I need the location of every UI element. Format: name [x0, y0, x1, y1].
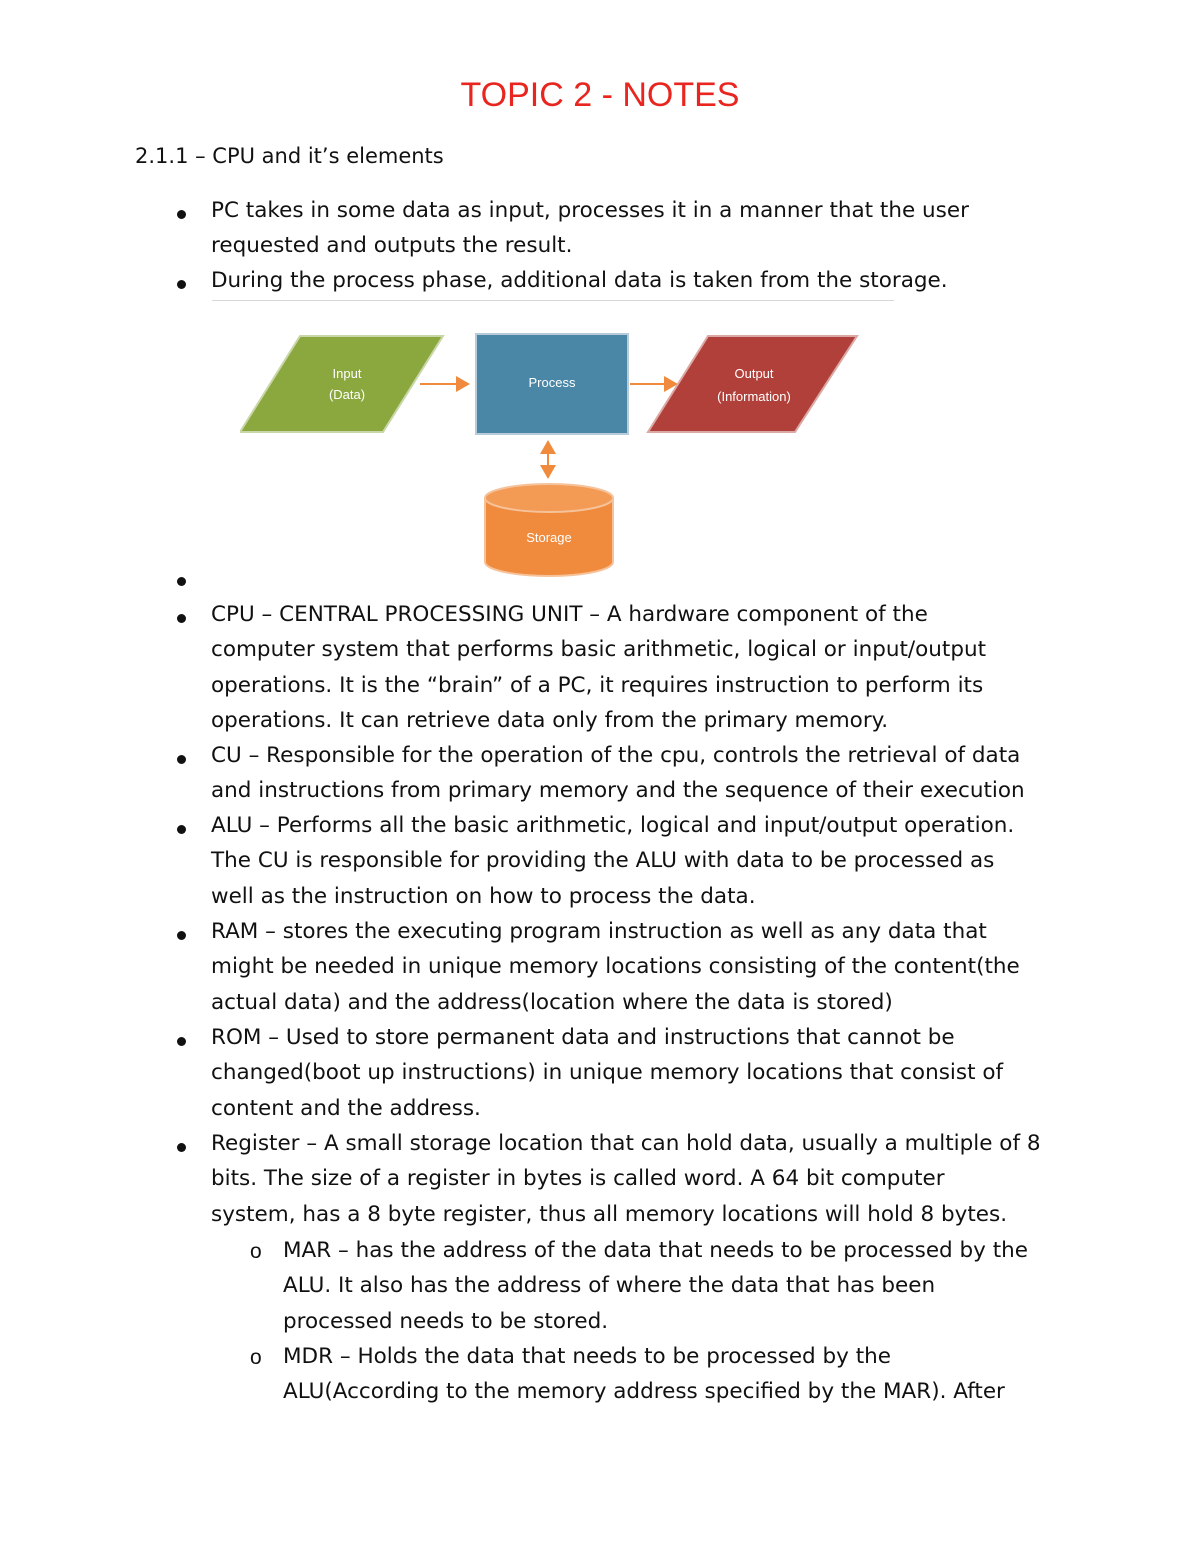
text-line: changed(boot up instructions) in unique memory locations that consist of [211, 1060, 1004, 1086]
sub-bullet-marker: o [250, 1240, 262, 1263]
intro-bullet-1 [211, 193, 1071, 264]
sub-item-mdr [283, 1339, 1073, 1410]
text-line: content and the address. [211, 1095, 481, 1121]
text-line: operations. It is the “brain” of a PC, it requires instruction to perform its [211, 672, 984, 698]
divider [212, 300, 894, 301]
text-line: bits. The size of a register in bytes is called word. A 64 bit computer [211, 1166, 945, 1192]
definition-cpu [211, 597, 1071, 739]
definition-alu [211, 808, 1071, 914]
text-line: ROM – Used to store permanent data and instructions that cannot be [211, 1025, 955, 1050]
text-line: ALU(According to the memory address specified by the MAR). After [283, 1379, 1005, 1405]
text-line: ALU. It also has the address of where the data that has been [283, 1273, 936, 1299]
input-process-output-diagram [240, 330, 870, 585]
text-line: PC takes in some data as input, processes it in a manner that the user [211, 198, 969, 223]
sub-item-mar [283, 1233, 1073, 1339]
text-line: and instructions from primary memory and the sequence of their execution [211, 778, 1025, 804]
sub-bullet-marker: o [250, 1346, 262, 1369]
bullet-dot [177, 614, 186, 623]
section-heading: 2.1.1 – CPU and it’s elements [135, 144, 444, 168]
output-label: Output [734, 366, 774, 381]
bullet-dot [177, 1143, 186, 1152]
text-line: MAR – has the address of the data that needs to be processed by the [283, 1238, 1029, 1263]
bullet-dot [177, 755, 186, 764]
bullet-dot-empty [177, 577, 186, 586]
output-shape [648, 336, 857, 432]
input-label: Input [332, 366, 362, 381]
text-line: processed needs to be stored. [283, 1308, 609, 1334]
process-shape [476, 334, 628, 434]
bullet-dot [177, 931, 186, 940]
bullet-dot [177, 280, 186, 289]
text-line: RAM – stores the executing program instruction as well as any data that [211, 919, 987, 944]
storage-shape [485, 484, 613, 576]
text-line: Register – A small storage location that can hold data, usually a multiple of 8 [211, 1131, 1041, 1156]
bullet-dot [177, 1037, 186, 1046]
output-sublabel: (Information) [717, 389, 791, 404]
text-line: CPU – CENTRAL PROCESSING UNIT – A hardware component of the [211, 602, 928, 627]
input-sublabel: (Data) [328, 387, 366, 402]
output-parallelogram [648, 336, 857, 432]
storage-cylinder-top [485, 484, 613, 512]
text-line: During the process phase, additional data is taken from the storage. [211, 268, 948, 293]
text-line: The CU is responsible for providing the ALU with data to be processed as [211, 848, 995, 874]
text-line: actual data) and the address(location where the data is stored) [211, 989, 893, 1015]
text-line: requested and outputs the result. [211, 233, 573, 259]
text-line: system, has a 8 byte register, thus all memory locations will hold 8 bytes. [211, 1201, 1008, 1227]
bullet-dot [177, 825, 186, 834]
text-line: MDR – Holds the data that needs to be processed by the [283, 1344, 892, 1369]
text-line: CU – Responsible for the operation of the cpu, controls the retrieval of data [211, 743, 1021, 768]
process-label: Process [528, 375, 576, 390]
storage-label: Storage [526, 530, 572, 545]
definition-cu [211, 738, 1071, 809]
text-line: well as the instruction on how to process the data. [211, 883, 756, 909]
definition-rom [211, 1020, 1071, 1126]
definition-register [211, 1126, 1071, 1232]
input-parallelogram [240, 336, 443, 432]
bullet-dot [177, 210, 186, 219]
definition-ram [211, 914, 1071, 1020]
intro-bullet-2 [211, 263, 1071, 298]
text-line: operations. It can retrieve data only from the primary memory. [211, 708, 889, 734]
text-line: computer system that performs basic arithmetic, logical or input/output [211, 637, 987, 663]
text-line: might be needed in unique memory locations consisting of the content(the [211, 954, 1020, 980]
text-line: ALU – Performs all the basic arithmetic, logical and input/output operation. [211, 813, 1015, 838]
input-shape [240, 336, 443, 432]
page-title: TOPIC 2 - NOTES [460, 76, 740, 114]
